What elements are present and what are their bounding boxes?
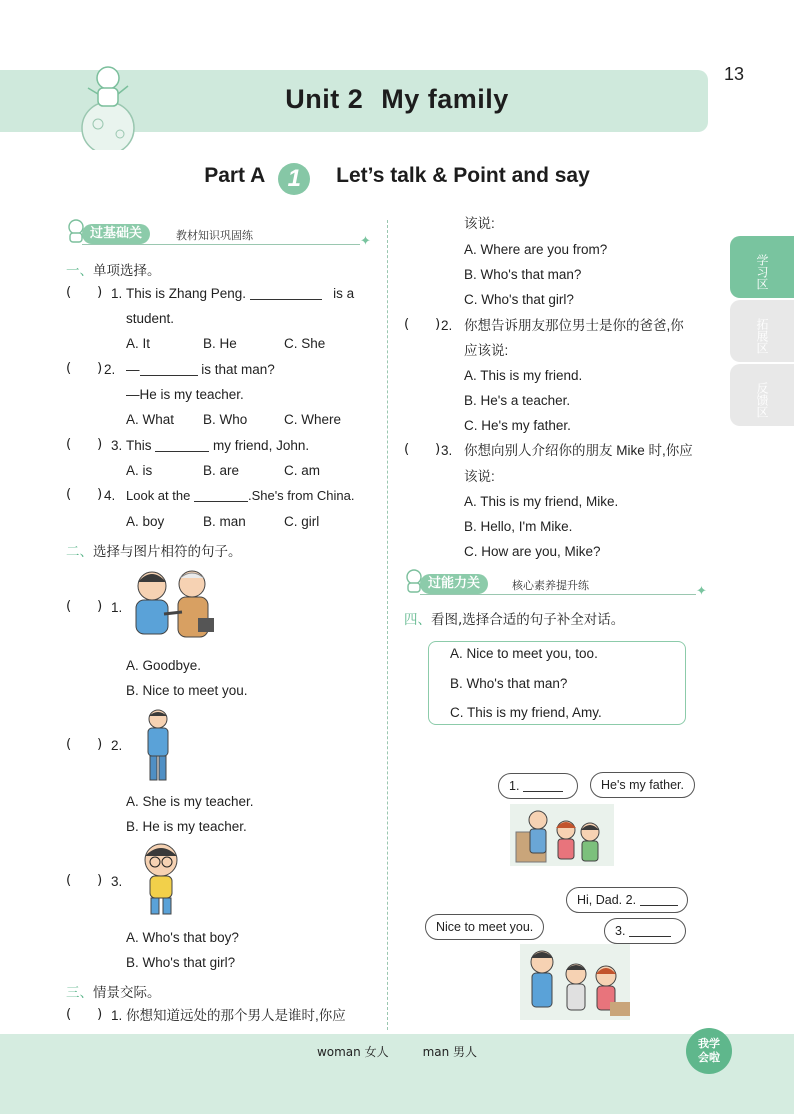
- dialogue-option-c[interactable]: C. This is my friend, Amy.: [450, 705, 602, 720]
- question-stem: 你想知道远处的那个男人是谁时,你应: [126, 1008, 346, 1023]
- answer-paren[interactable]: ( ): [66, 1006, 103, 1022]
- question-number: 2.: [111, 738, 123, 753]
- side-tabs: [730, 236, 794, 428]
- unit-title: [0, 84, 794, 115]
- speech-bubble-father: He's my father.: [590, 772, 695, 798]
- question-stem: — is that man?: [126, 362, 275, 377]
- part2-title: [66, 540, 242, 560]
- footer-word-woman: woman 女人: [316, 1045, 389, 1059]
- handshake-picture: [124, 566, 224, 648]
- option-c[interactable]: C. Where: [284, 412, 342, 427]
- question-number: 3.: [441, 443, 453, 458]
- option-a[interactable]: A. Where are you from?: [464, 242, 608, 257]
- question-stem: 你想向别人介绍你的朋友 Mike 时,你应: [464, 443, 693, 458]
- teacher-picture: [140, 708, 176, 784]
- question-number: 2.: [104, 362, 116, 377]
- speech-bubble-1: 1.: [498, 773, 578, 799]
- question-number: 1.: [111, 1008, 123, 1023]
- option-c[interactable]: C. girl: [284, 514, 320, 529]
- part3-title: [66, 981, 161, 1001]
- part1-text: 单项选择。: [93, 263, 161, 279]
- answer-blank[interactable]: [629, 923, 671, 937]
- family-scene-picture: [510, 804, 614, 866]
- question-number: 2.: [441, 318, 453, 333]
- introduction-scene-picture: [520, 944, 630, 1020]
- option-b[interactable]: B. are: [203, 463, 240, 478]
- question-number: 4.: [104, 488, 116, 503]
- answer-blank[interactable]: [194, 488, 248, 502]
- option-a[interactable]: A. What: [126, 412, 175, 427]
- boy-picture: [136, 842, 186, 918]
- dialogue-option-b[interactable]: B. Who's that man?: [450, 676, 568, 691]
- option-b[interactable]: B. Nice to meet you.: [126, 683, 248, 698]
- part-badge: 1: [278, 163, 310, 195]
- answer-paren[interactable]: ( ): [66, 872, 103, 888]
- question-number: 3.: [111, 874, 123, 889]
- answer-paren[interactable]: ( ): [66, 284, 103, 300]
- page-number: 13: [723, 64, 744, 84]
- option-b[interactable]: B. Hello, I'm Mike.: [464, 519, 573, 534]
- answer-paren[interactable]: ( ): [66, 360, 103, 376]
- part-heading: [0, 163, 794, 195]
- question-stem: 你想告诉朋友那位男士是你的爸爸,你: [464, 318, 684, 333]
- speech-bubble-3: 3.: [604, 918, 686, 944]
- part-label: Part A: [204, 164, 265, 187]
- option-b[interactable]: B. He: [203, 336, 237, 351]
- answer-blank[interactable]: [155, 438, 209, 452]
- answer-paren[interactable]: ( ): [66, 736, 103, 752]
- star-icon: ✦: [360, 234, 371, 249]
- section-ability-header: [402, 572, 708, 599]
- question-number: 3.: [111, 438, 123, 453]
- option-b[interactable]: B. Who's that man?: [464, 267, 582, 282]
- part3-num: 三、: [66, 985, 93, 1001]
- part1-num: 一、: [66, 263, 93, 279]
- part2-num: 二、: [66, 544, 93, 560]
- side-tab-feedback[interactable]: 反馈区: [730, 364, 794, 426]
- section-divider-line: [420, 594, 696, 595]
- speech-bubble-2: Hi, Dad. 2.: [566, 887, 688, 913]
- question-stem: This my friend, John.: [126, 438, 310, 453]
- option-b[interactable]: B. Who's that girl?: [126, 955, 236, 970]
- question-stem-cont: 应该说:: [464, 343, 509, 358]
- side-tab-extend[interactable]: 拓展区: [730, 300, 794, 362]
- answer-paren[interactable]: ( ): [66, 436, 103, 452]
- question-stem: Look at the .She's from China.: [126, 488, 355, 503]
- option-c[interactable]: C. Who's that girl?: [464, 292, 574, 307]
- option-c[interactable]: C. How are you, Mike?: [464, 544, 601, 559]
- footer-logo-bottom: 会啦: [698, 1051, 720, 1064]
- option-c[interactable]: C. He's my father.: [464, 418, 571, 433]
- question-stem-cont: 该说:: [464, 216, 495, 231]
- option-a[interactable]: A. Who's that boy?: [126, 930, 239, 945]
- option-b[interactable]: B. Who: [203, 412, 248, 427]
- question-number: 1.: [111, 600, 123, 615]
- option-a[interactable]: A. This is my friend, Mike.: [464, 494, 619, 509]
- question-stem-cont: 该说:: [464, 469, 495, 484]
- part-title: Let’s talk & Point and say: [336, 164, 590, 187]
- section-basic-pill: 过基础关: [82, 224, 150, 244]
- part4-num: 四、: [404, 612, 431, 628]
- footer-word-man: man 男人: [422, 1045, 478, 1059]
- dialogue-option-a[interactable]: A. Nice to meet you, too.: [450, 646, 598, 661]
- question-stem-cont: student.: [126, 311, 175, 326]
- part1-title: [66, 259, 161, 279]
- column-divider: [387, 220, 388, 1030]
- footer-logo-top: 我学: [698, 1037, 720, 1050]
- section-basic-header: [64, 222, 380, 249]
- answer-blank[interactable]: [640, 892, 678, 906]
- option-a[interactable]: A. This is my friend.: [464, 368, 583, 383]
- section-ability-pill: 过能力关: [420, 574, 488, 594]
- answer-blank[interactable]: [523, 778, 563, 792]
- option-a[interactable]: A. She is my teacher.: [126, 794, 254, 809]
- answer-blank[interactable]: [140, 362, 198, 376]
- option-a[interactable]: A. boy: [126, 514, 165, 529]
- footer-logo: [686, 1028, 732, 1074]
- footer-vocabulary: [0, 1043, 794, 1060]
- question-number: 1.: [111, 286, 123, 301]
- star-icon: ✦: [696, 584, 707, 599]
- part2-text: 选择与图片相符的句子。: [93, 544, 242, 560]
- answer-paren[interactable]: ( ): [66, 486, 103, 502]
- part4-text: 看图,选择合适的句子补全对话。: [431, 612, 625, 628]
- section-basic-subtitle: 教材知识巩固练: [176, 229, 253, 242]
- part4-title: [404, 608, 624, 628]
- option-c[interactable]: C. am: [284, 463, 321, 478]
- side-tab-study[interactable]: 学习区: [730, 236, 794, 298]
- option-b[interactable]: B. He's a teacher.: [464, 393, 571, 408]
- option-a[interactable]: A. Goodbye.: [126, 658, 202, 673]
- option-c[interactable]: C. She: [284, 336, 326, 351]
- answer-paren[interactable]: ( ): [404, 441, 441, 457]
- question-answer: —He is my teacher.: [126, 387, 244, 402]
- section-divider-line: [82, 244, 360, 245]
- question-stem: This is Zhang Peng. is a: [126, 286, 355, 301]
- option-b[interactable]: B. He is my teacher.: [126, 819, 247, 834]
- option-b[interactable]: B. man: [203, 514, 246, 529]
- unit-label: Unit 2: [285, 84, 364, 114]
- option-a[interactable]: A. is: [126, 463, 153, 478]
- option-a[interactable]: A. It: [126, 336, 151, 351]
- answer-blank[interactable]: [250, 286, 322, 300]
- section-ability-subtitle: 核心素养提升练: [512, 579, 589, 592]
- part3-text: 情景交际。: [93, 985, 161, 1001]
- answer-paren[interactable]: ( ): [66, 598, 103, 614]
- unit-name: My family: [381, 84, 509, 114]
- speech-bubble-nice: Nice to meet you.: [425, 914, 544, 940]
- answer-paren[interactable]: ( ): [404, 316, 441, 332]
